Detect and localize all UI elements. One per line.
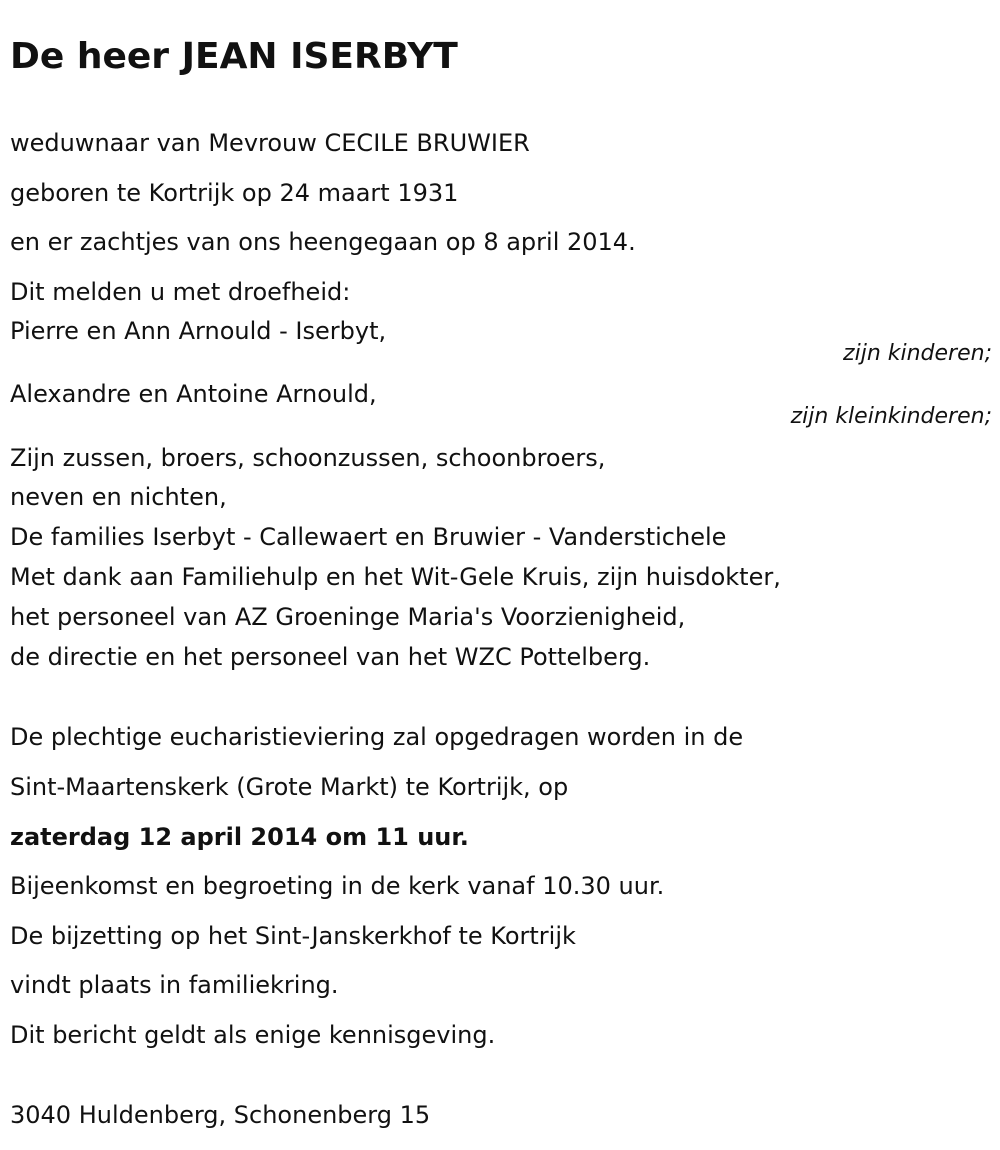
burial-line-1: De bijzetting op het Sint-Janskerkhof te Kortrijk: [10, 922, 576, 950]
address-line: 3040 Huldenberg, Schonenberg 15: [10, 1101, 431, 1129]
deceased-title: De heer JEAN ISERBYT: [10, 36, 458, 77]
announcement-line: Dit melden u met droefheid:: [10, 278, 351, 306]
passing-line: en er zachtjes van ons heengegaan op 8 april 2014.: [10, 228, 636, 256]
thanks-line-3: de directie en het personeel van het WZC Pottelberg.: [10, 643, 651, 671]
siblings-line: Zijn zussen, broers, schoonzussen, schoonbroers,: [10, 444, 606, 472]
ceremony-date: zaterdag 12 april 2014 om 11 uur.: [10, 823, 469, 851]
children-names: Pierre en Ann Arnould - Iserbyt,: [10, 317, 387, 345]
birth-line: geboren te Kortrijk op 24 maart 1931: [10, 179, 459, 207]
gathering-line: Bijeenkomst en begroeting in de kerk vanaf 10.30 uur.: [10, 872, 665, 900]
ceremony-line-1: De plechtige eucharistieviering zal opgedragen worden in de: [10, 723, 744, 751]
notice-line: Dit bericht geldt als enige kennisgeving.: [10, 1021, 496, 1049]
families-line: De families Iserbyt - Callewaert en Bruwier - Vanderstichele: [10, 523, 727, 551]
cousins-line: neven en nichten,: [10, 483, 227, 511]
children-role: zijn kinderen;: [843, 341, 992, 366]
burial-line-2: vindt plaats in familiekring.: [10, 971, 339, 999]
grandchildren-role: zijn kleinkinderen;: [790, 404, 992, 429]
grandchildren-names: Alexandre en Antoine Arnould,: [10, 380, 377, 408]
widower-line: weduwnaar van Mevrouw CECILE BRUWIER: [10, 129, 530, 157]
thanks-line-2: het personeel van AZ Groeninge Maria's Voorzienigheid,: [10, 603, 686, 631]
obituary-notice: [10, 0, 992, 1150]
thanks-line-1: Met dank aan Familiehulp en het Wit-Gele Kruis, zijn huisdokter,: [10, 563, 781, 591]
ceremony-line-2: Sint-Maartenskerk (Grote Markt) te Kortrijk, op: [10, 773, 569, 801]
